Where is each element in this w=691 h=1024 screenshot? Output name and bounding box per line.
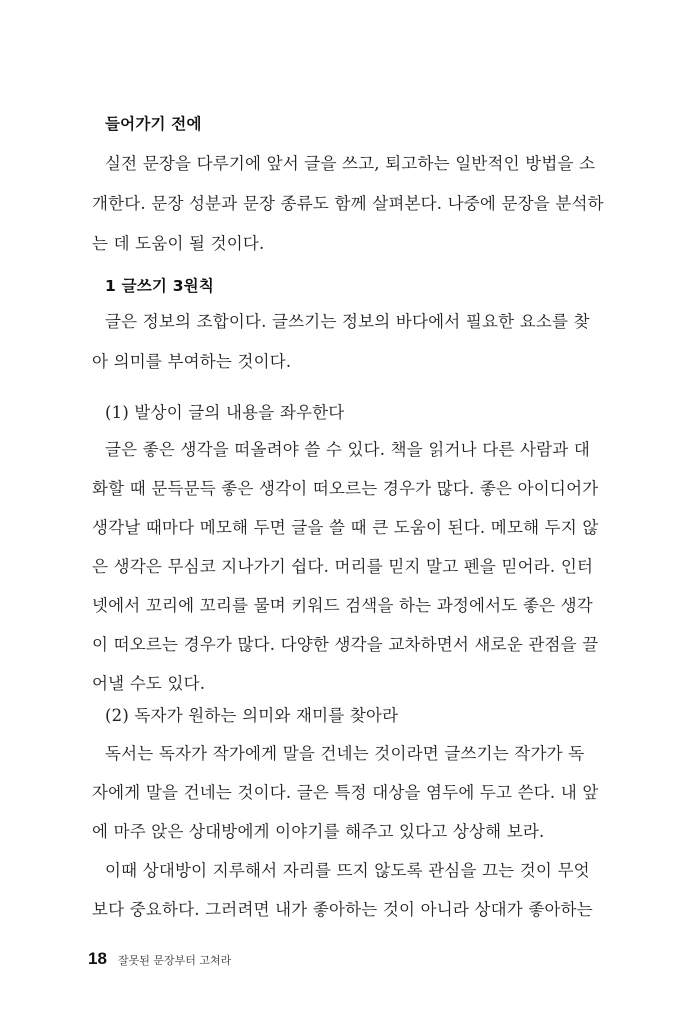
paragraph-line: 보다 중요하다. 그러려면 내가 좋아하는 것이 아니라 상대가 좋아하는 <box>92 900 593 919</box>
paragraph-line: 넷에서 꼬리에 꼬리를 물며 키워드 검색을 하는 과정에서도 좋은 생각 <box>92 596 593 615</box>
paragraph-line: 개한다. 문장 성분과 문장 종류도 함께 살펴본다. 나중에 문장을 분석하 <box>92 194 604 213</box>
section-heading-chapter1: 1 글쓰기 3원칙 <box>105 277 215 295</box>
subsection-heading-1: (1) 발상이 글의 내용을 좌우한다 <box>105 403 345 422</box>
paragraph-line: 는 데 도움이 될 것이다. <box>92 234 265 253</box>
paragraph-line: 글은 정보의 조합이다. 글쓰기는 정보의 바다에서 필요한 요소를 찾 <box>105 312 590 331</box>
running-footer-title: 잘못된 문장부터 고쳐라 <box>118 954 232 967</box>
section-heading-intro: 들어가기 전에 <box>105 115 202 133</box>
paragraph-line: 생각날 때마다 메모해 두면 글을 쓸 때 큰 도움이 된다. 메모해 두지 않 <box>92 518 599 537</box>
page-number: 18 <box>88 949 107 968</box>
paragraph-line: 자에게 말을 건네는 것이다. 글은 특정 대상을 염두에 두고 쓴다. 내 앞 <box>92 783 599 802</box>
paragraph-line: 실전 문장을 다루기에 앞서 글을 쓰고, 퇴고하는 일반적인 방법을 소 <box>105 154 596 173</box>
paragraph-line: 이때 상대방이 지루해서 자리를 뜨지 않도록 관심을 끄는 것이 무엇 <box>105 861 590 880</box>
paragraph-line: 아 의미를 부여하는 것이다. <box>92 352 292 371</box>
paragraph-line: 에 마주 앉은 상대방에게 이야기를 해주고 있다고 상상해 보라. <box>92 822 545 841</box>
paragraph-line: 이 떠오르는 경우가 많다. 다양한 생각을 교차하면서 새로운 관점을 끌 <box>92 635 599 654</box>
paragraph-line: 독서는 독자가 작가에게 말을 건네는 것이라면 글쓰기는 작가가 독 <box>105 744 585 763</box>
paragraph-line: 화할 때 문득문득 좋은 생각이 떠오르는 경우가 많다. 좋은 아이디어가 <box>92 479 599 498</box>
subsection-heading-2: (2) 독자가 원하는 의미와 재미를 찾아라 <box>105 706 399 725</box>
paragraph-line: 어낼 수도 있다. <box>92 674 206 693</box>
paragraph-line: 글은 좋은 생각을 떠올려야 쓸 수 있다. 책을 읽거나 다른 사람과 대 <box>105 440 590 459</box>
paragraph-line: 은 생각은 무심코 지나가기 쉽다. 머리를 믿지 말고 펜을 믿어라. 인터 <box>92 557 594 576</box>
